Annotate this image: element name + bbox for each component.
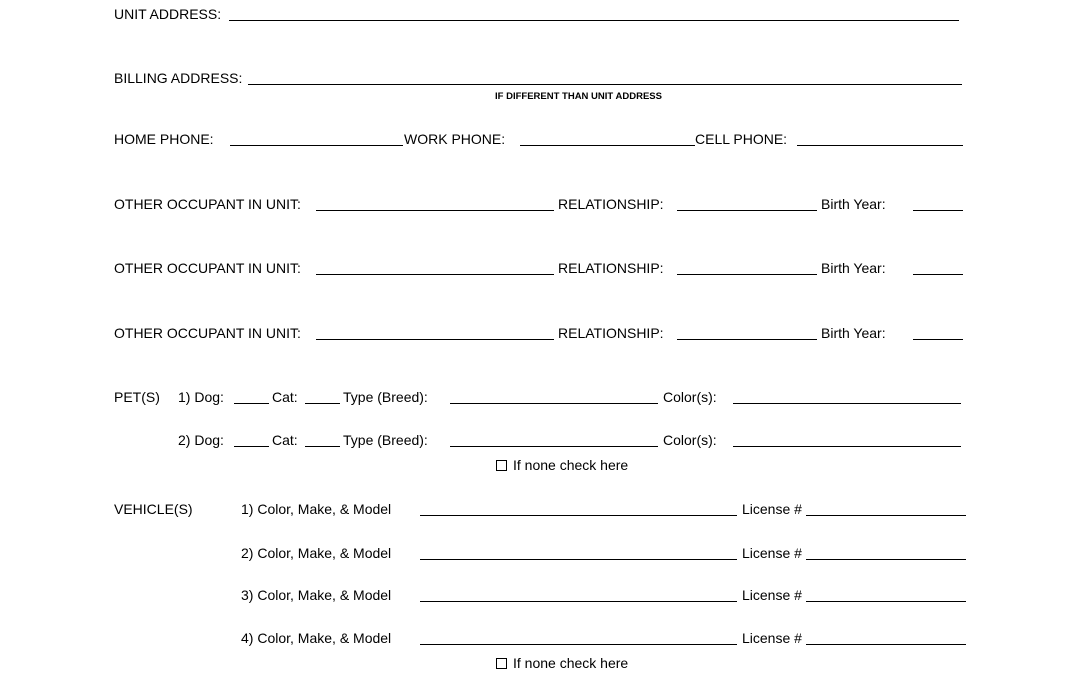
pet-1-color-label: Color(s): bbox=[663, 389, 717, 405]
pet-2-cat-field[interactable] bbox=[305, 434, 340, 447]
vehicle-3-license-field[interactable] bbox=[806, 589, 966, 602]
vehicle-3-model-field[interactable] bbox=[420, 589, 737, 602]
vehicle-4-label: 4) Color, Make, & Model bbox=[241, 630, 392, 646]
occupant-2-label: OTHER OCCUPANT IN UNIT: bbox=[114, 260, 301, 276]
vehicles-section-label: VEHICLE(S) bbox=[114, 501, 193, 517]
vehicle-3-license-label: License # bbox=[742, 587, 802, 603]
pet-1-type-label: Type (Breed): bbox=[343, 389, 428, 405]
pet-2-color-field[interactable] bbox=[733, 434, 961, 447]
vehicles-none-label: If none check here bbox=[513, 655, 629, 671]
checkbox-icon[interactable] bbox=[496, 460, 507, 471]
vehicle-4-model-field[interactable] bbox=[420, 632, 737, 645]
vehicle-4-license-label: License # bbox=[742, 630, 802, 646]
cell-phone-label: CELL PHONE: bbox=[695, 131, 788, 147]
occupant-3-relationship-field[interactable] bbox=[677, 327, 817, 340]
pet-2-type-label: Type (Breed): bbox=[343, 432, 428, 448]
occupant-1-birth-year-field[interactable] bbox=[913, 198, 963, 211]
occupant-3-relationship-label: RELATIONSHIP: bbox=[558, 325, 664, 341]
pet-2-type-field[interactable] bbox=[450, 434, 658, 447]
vehicle-2-label: 2) Color, Make, & Model bbox=[241, 545, 392, 561]
pet-2-color-label: Color(s): bbox=[663, 432, 717, 448]
pet-2-dog-field[interactable] bbox=[234, 434, 269, 447]
vehicles-none-checkbox[interactable] bbox=[496, 655, 628, 671]
occupant-1-birth-year-label: Birth Year: bbox=[821, 196, 886, 212]
unit-address-label: UNIT ADDRESS: bbox=[114, 6, 222, 22]
cell-phone-field[interactable] bbox=[797, 133, 963, 146]
vehicle-1-label: 1) Color, Make, & Model bbox=[241, 501, 392, 517]
occupant-2-birth-year-label: Birth Year: bbox=[821, 260, 886, 276]
occupant-2-relationship-label: RELATIONSHIP: bbox=[558, 260, 664, 276]
checkbox-icon[interactable] bbox=[496, 658, 507, 669]
pet-1-dog-label: 1) Dog: bbox=[178, 389, 224, 405]
vehicle-1-license-field[interactable] bbox=[806, 503, 966, 516]
home-phone-field[interactable] bbox=[230, 133, 403, 146]
occupant-1-relationship-label: RELATIONSHIP: bbox=[558, 196, 664, 212]
occupant-2-name-field[interactable] bbox=[316, 262, 554, 275]
pets-none-label: If none check here bbox=[513, 457, 629, 473]
pet-2-cat-label: Cat: bbox=[272, 432, 298, 448]
pets-section-label: PET(S) bbox=[114, 389, 160, 405]
vehicle-3-label: 3) Color, Make, & Model bbox=[241, 587, 392, 603]
occupant-1-label: OTHER OCCUPANT IN UNIT: bbox=[114, 196, 301, 212]
work-phone-field[interactable] bbox=[520, 133, 695, 146]
home-phone-label: HOME PHONE: bbox=[114, 131, 214, 147]
vehicle-1-model-field[interactable] bbox=[420, 503, 737, 516]
pet-1-color-field[interactable] bbox=[733, 391, 961, 404]
unit-address-field[interactable] bbox=[229, 8, 959, 21]
billing-address-note: IF DIFFERENT THAN UNIT ADDRESS bbox=[495, 91, 662, 102]
vehicle-1-license-label: License # bbox=[742, 501, 802, 517]
pets-none-checkbox[interactable] bbox=[496, 457, 628, 473]
occupant-3-birth-year-label: Birth Year: bbox=[821, 325, 886, 341]
vehicle-2-model-field[interactable] bbox=[420, 547, 737, 560]
occupant-2-relationship-field[interactable] bbox=[677, 262, 817, 275]
billing-address-field[interactable] bbox=[248, 72, 962, 85]
vehicle-2-license-field[interactable] bbox=[806, 547, 966, 560]
occupant-3-label: OTHER OCCUPANT IN UNIT: bbox=[114, 325, 301, 341]
work-phone-label: WORK PHONE: bbox=[404, 131, 506, 147]
occupant-3-birth-year-field[interactable] bbox=[913, 327, 963, 340]
pet-1-dog-field[interactable] bbox=[234, 391, 269, 404]
occupant-2-birth-year-field[interactable] bbox=[913, 262, 963, 275]
occupant-1-name-field[interactable] bbox=[316, 198, 554, 211]
pet-2-dog-label: 2) Dog: bbox=[178, 432, 224, 448]
vehicle-4-license-field[interactable] bbox=[806, 632, 966, 645]
pet-1-cat-label: Cat: bbox=[272, 389, 298, 405]
billing-address-label: BILLING ADDRESS: bbox=[114, 70, 243, 86]
occupant-1-relationship-field[interactable] bbox=[677, 198, 817, 211]
occupant-3-name-field[interactable] bbox=[316, 327, 554, 340]
vehicle-2-license-label: License # bbox=[742, 545, 802, 561]
pet-1-type-field[interactable] bbox=[450, 391, 658, 404]
pet-1-cat-field[interactable] bbox=[305, 391, 340, 404]
